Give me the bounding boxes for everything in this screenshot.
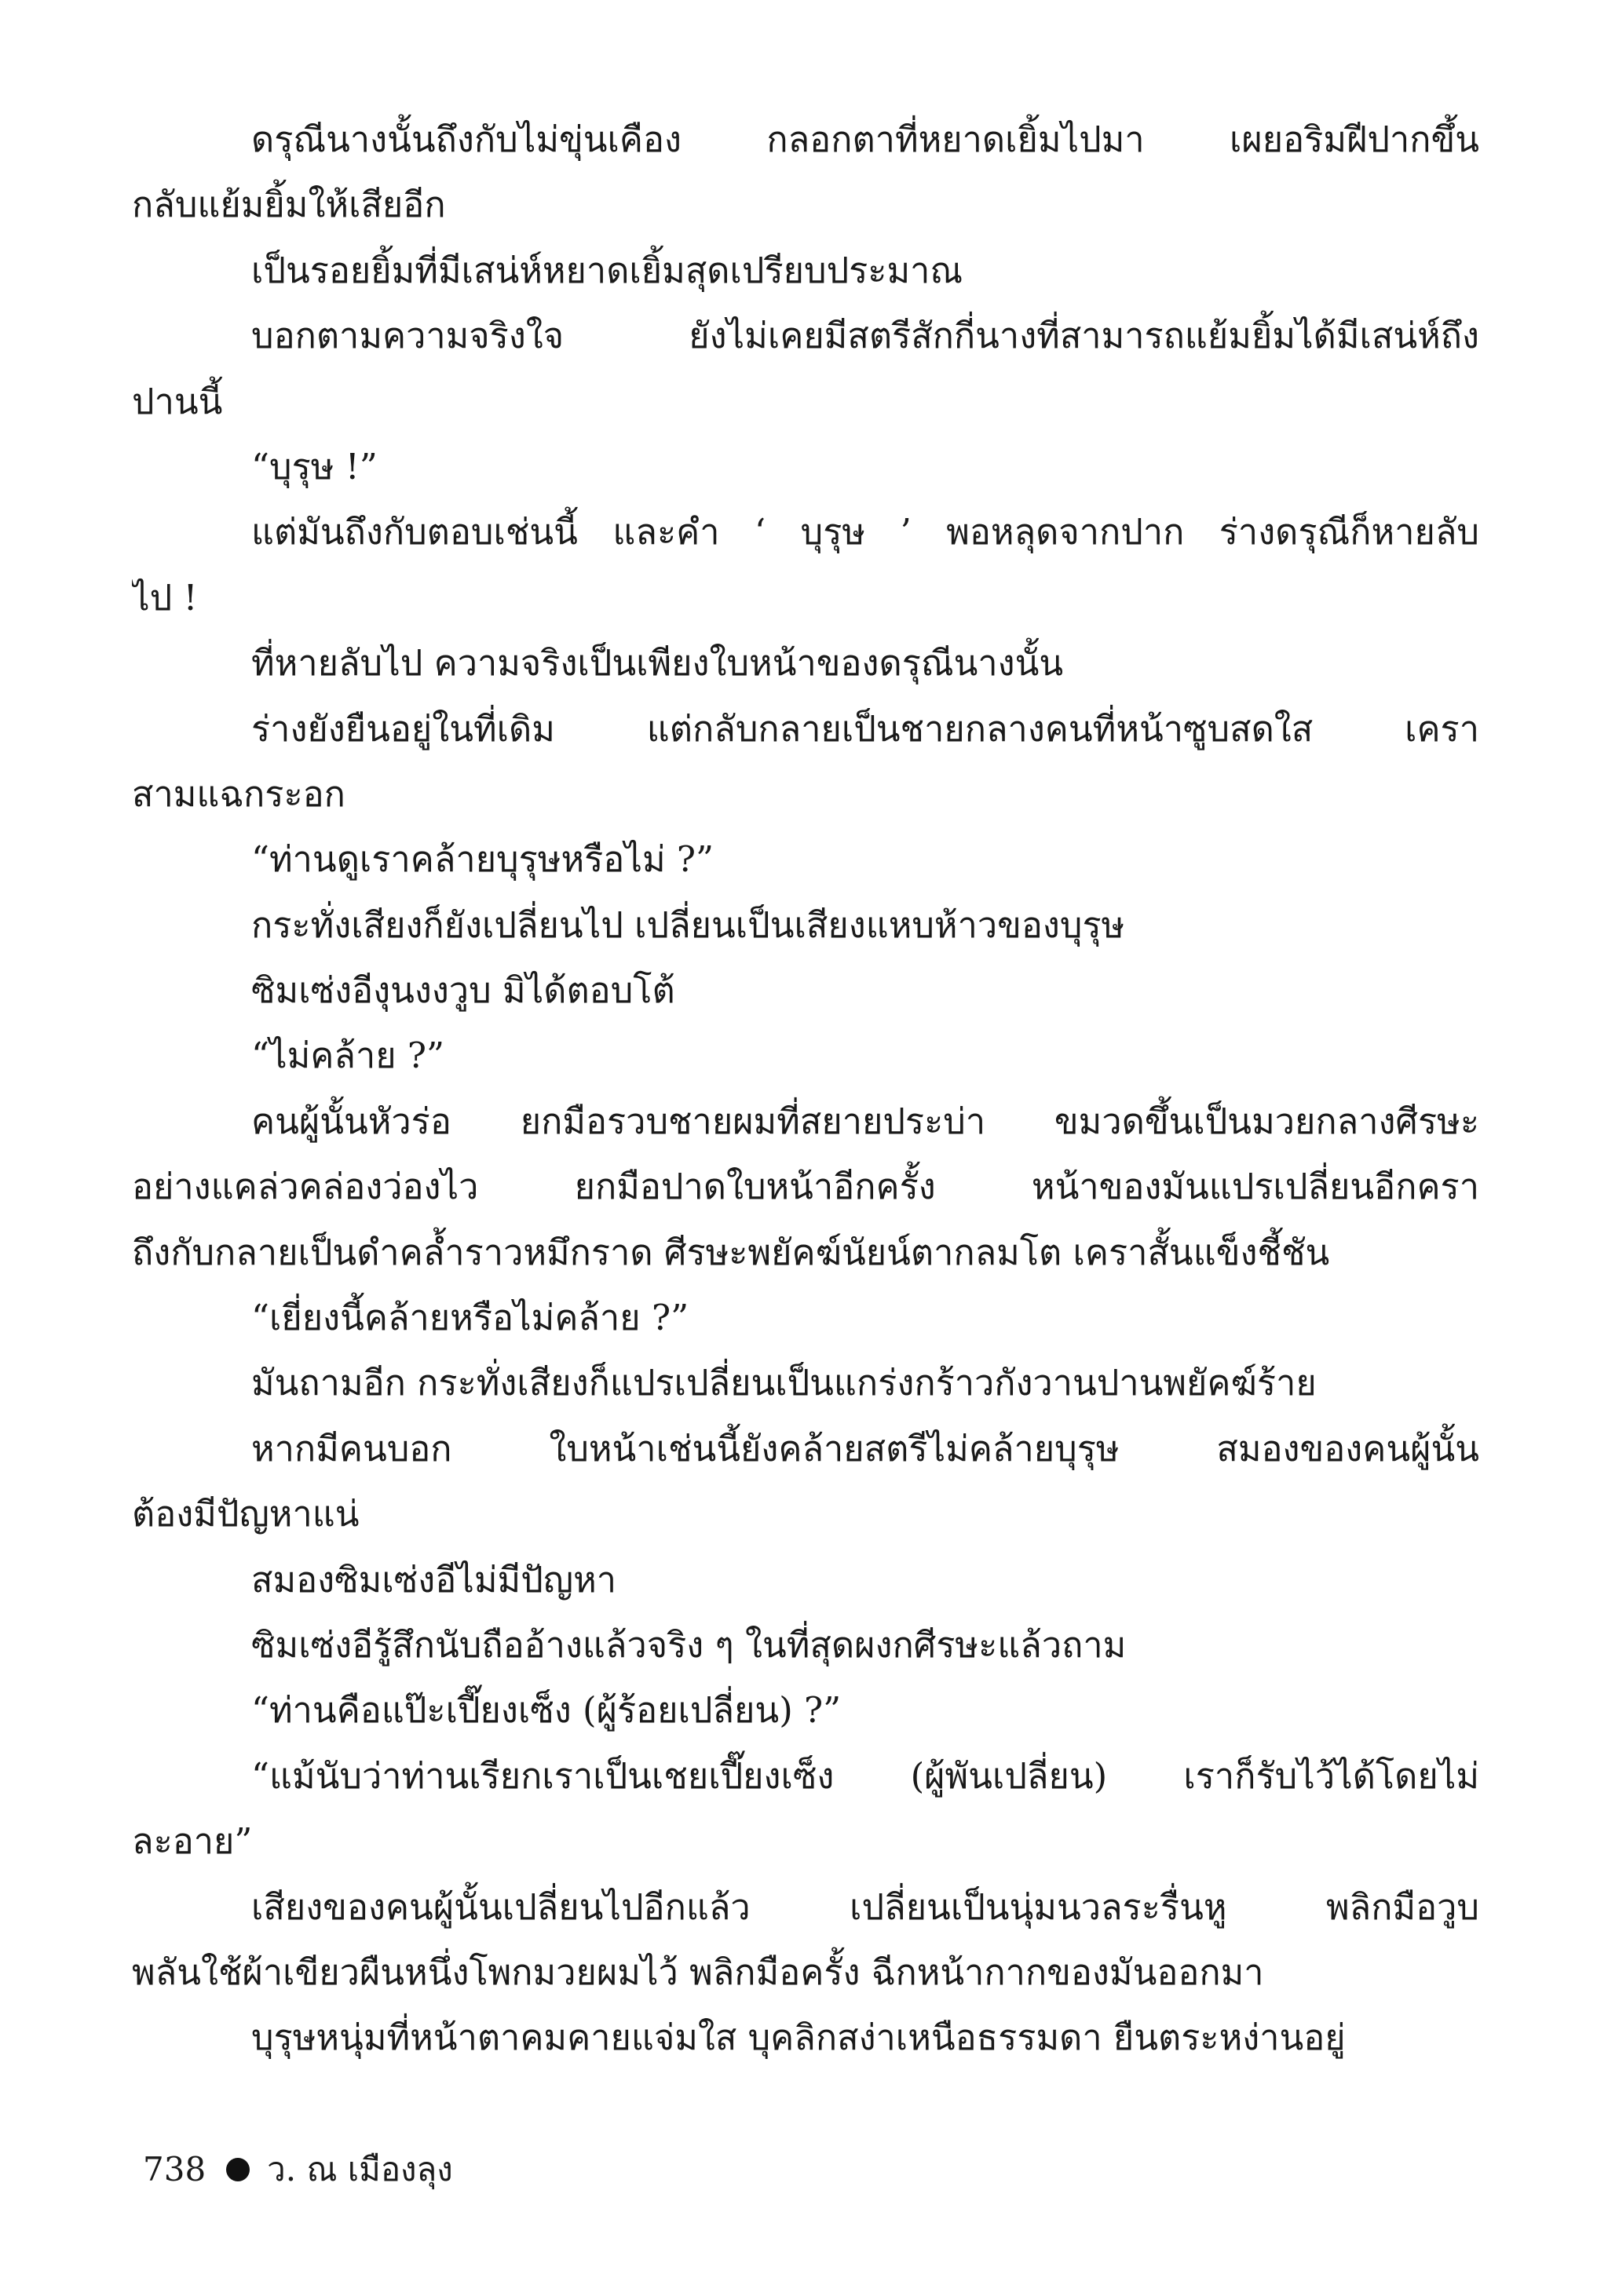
text-line: คนผู้นั้นหัวร่อ ยกมือรวบชายผมที่สยายประบ่า ขมวดขึ้นเป็นมวยกลางศีรษะ — [251, 1100, 1479, 1142]
text-line: ซิมเซ่งอีงุนงงวูบ มิได้ตอบโต้ — [251, 969, 675, 1012]
text-line: เป็นรอยยิ้มที่มีเสน่ห์หยาดเยิ้มสุดเปรียบประมาณ — [251, 249, 963, 291]
text-line: ไป ! — [132, 576, 198, 619]
text-line: “ท่านคือแป๊ะเปี๊ยงเซ็ง (ผู้ร้อยเปลี่ยน) ?” — [251, 1689, 842, 1732]
text-line: “แม้นับว่าท่านเรียกเราเป็นเชยเปี๊ยงเซ็ง (ผู้พันเปลี่ยน) เราก็รับไว้ได้โดยไม่ — [251, 1754, 1479, 1797]
text-line: ปานนี้ — [132, 380, 223, 422]
author-name: ว. ณ เมืองลุง — [267, 2150, 453, 2188]
bullet-dot-icon — [226, 2158, 250, 2181]
text-line: ละอาย” — [132, 1820, 253, 1863]
text-line: อย่างแคล่วคล่องว่องไว ยกมือปาดใบหน้าอีกครั้ง หน้าของมันแปรเปลี่ยนอีกครา — [132, 1166, 1479, 1208]
text-line: ร่างยังยืนอยู่ในที่เดิม แต่กลับกลายเป็นชายกลางคนที่หน้าซูบสดใส เครา — [251, 707, 1479, 750]
text-line: หากมีคนบอก ใบหน้าเช่นนี้ยังคล้ายสตรีไม่คล้ายบุรุษ สมองของคนผู้นั้น — [251, 1427, 1479, 1469]
text-line: แต่มันถึงกับตอบเช่นนี้ และคำ ‘ บุรุษ ’ พอหลุดจากปาก ร่างดรุณีก็หายลับ — [251, 511, 1479, 553]
text-line: ซิมเซ่งอีรู้สึกนับถืออ้างแล้วจริง ๆ ในที่สุดผงกศีรษะแล้วถาม — [251, 1623, 1127, 1666]
text-line: บุรุษหนุ่มที่หน้าตาคมคายแจ่มใส บุคลิกสง่าเหนือธรรมดา ยืนตระหง่านอยู่ — [251, 2017, 1346, 2059]
text-line: กลับแย้มยิ้มให้เสียอีก — [132, 184, 446, 226]
text-line: พลันใช้ผ้าเขียวผืนหนึ่งโพกมวยผมไว้ พลิกมือครั้ง ฉีกหน้ากากของมันออกมา — [132, 1951, 1264, 1993]
text-line: “ไม่คล้าย ?” — [251, 1035, 445, 1077]
text-line: “เยี่ยงนี้คล้ายหรือไม่คล้าย ?” — [251, 1297, 689, 1339]
text-line: “ท่านดูเราคล้ายบุรุษหรือไม่ ?” — [251, 838, 714, 881]
text-line: กระทั่งเสียงก็ยังเปลี่ยนไป เปลี่ยนเป็นเสียงแหบห้าวของบุรุษ — [251, 903, 1125, 946]
text-line: สมองซิมเซ่งอีไม่มีปัญหา — [251, 1558, 617, 1601]
text-line: “บุรุษ !” — [251, 445, 378, 487]
page-number: 738 — [143, 2150, 206, 2188]
text-line: ที่หายลับไป ความจริงเป็นเพียงใบหน้าของดรุณีนางนั้น — [251, 642, 1064, 684]
text-line: เสียงของคนผู้นั้นเปลี่ยนไปอีกแล้ว เปลี่ยนเป็นนุ่มนวลระรื่นหู พลิกมือวูบ — [251, 1885, 1479, 1928]
text-line: มันถามอีก กระทั่งเสียงก็แปรเปลี่ยนเป็นแกร่งกร้าวกังวานปานพยัคฆ์ร้าย — [251, 1362, 1317, 1404]
page-footer — [143, 2145, 453, 2195]
text-line: บอกตามความจริงใจ ยังไม่เคยมีสตรีสักกี่นางที่สามารถแย้มยิ้มได้มีเสน่ห์ถึง — [251, 315, 1479, 357]
text-line: สามแฉกระอก — [132, 772, 345, 815]
text-line: ถึงกับกลายเป็นดำคล้ำราวหมึกราด ศีรษะพยัคฆ์นัยน์ตากลมโต เคราสั้นแข็งชี้ชัน — [132, 1231, 1330, 1273]
body-text — [132, 107, 1479, 2071]
text-line: ดรุณีนางนั้นถึงกับไม่ขุ่นเคือง กลอกตาที่หยาดเยิ้มไปมา เผยอริมฝีปากขึ้น — [251, 119, 1479, 160]
text-line: ต้องมีปัญหาแน่ — [132, 1493, 360, 1535]
